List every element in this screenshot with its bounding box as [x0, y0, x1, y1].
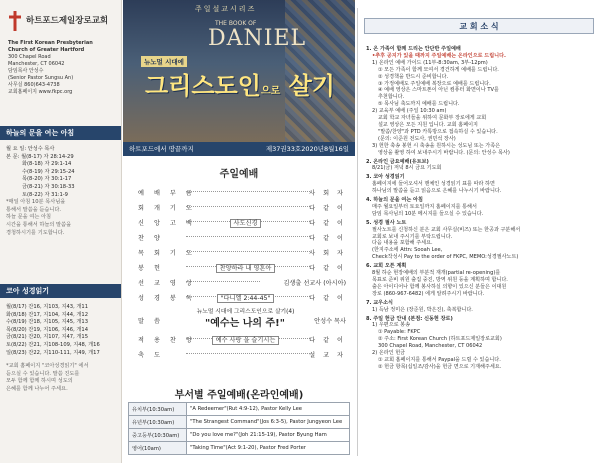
sermon-row: 뉴노멀 시대에 그리스도인으로 살기(4) 말 씀 "예수는 나의 주!" 안성수 목사	[138, 306, 346, 332]
church-news-heading: 교 회 소 식	[364, 18, 594, 34]
news-line: 다음 내용을 포함해 주세요.	[372, 240, 433, 247]
news-line: 영상을 촬영 하여 보내주시기 바랍니다. (문의: 안성수 목사)	[378, 149, 510, 156]
news-line: ② 헌금 항목(십일조/감사)을 헌금 면으로 기재해주세요.	[378, 363, 502, 370]
church-news-column	[364, 0, 600, 463]
news-line: (한지주소에 Attn: Sooah Lee,	[372, 247, 443, 254]
news-line: ② 성경책을 반드시 준비합니다.	[378, 73, 449, 80]
dept-worship-title: 부서별 주일예배(온라인예배)	[174, 390, 304, 401]
news-line: "말씀/찬양"과 PTD 카톡방으로 접속하실 수 있습니다.	[378, 128, 498, 135]
dept-worship-table	[128, 402, 350, 455]
news-heading: 5. 성경 필사 노트	[366, 219, 407, 226]
news-heading: 4. 하늘의 문을 여는 아침	[366, 197, 423, 204]
morning-verse-list: 월 요 일: 안성수 목사 본 문: 월(8-17) 자 28:14-29 화(8-18) 자 29:1-14 수(8-19) 자 29:15-24 목(8-20) 자 30:1-17 금(8-21) 자 30:18-33 토(8-22) 자 31:1-9 *매일 아침 10분 목사님을 통해서 말씀을 듣습니다. 하늘 문을 여는 아침 시간을 통해서 하늘의 말씀을 경청하시기를 기도합니다.	[6, 146, 75, 236]
news-line: 교회 학교 자녀들을 위하여 문화부 장로에게 교회	[378, 115, 487, 122]
bible-reading-list: 월(8/17) 잔16, 지103, 지43, 개11 화(8/18) 잔17, 지104, 지44, 개12 수(8/19) 잔18, 지105, 지45, 개13 목(8/20) 잔19, 지106, 지46, 개14 금(8/21) 잔20, 지107, 지47, 개15 토(8/22) 잔21, 지108-109, 지48, 개16 일(8/23) 잔22, 지110-111, 지49, 개17 *교회 홈페이지 "코아성경읽기" 에서 듣으실 수 있습니다. 말씀 진도를 모두 함께 함께 하시며 성도의 은혜를 함께 나누어 주세요.	[6, 304, 100, 392]
church-name-korean: 하트포드제일장로교회	[26, 16, 109, 26]
sermon-series-banner	[123, 0, 355, 142]
church-info: The First Korean Presbyterian Church of Greater Hartford 300 Chapel Road Manchester, CT 06042 담임목사 안성수 (Senior Pastor Sungsu An) 사무실 860)643-4738 교회홈페이지 www.fkpc.org	[8, 40, 93, 95]
news-line: ① Payable: FKPC	[378, 329, 421, 336]
bible-reading-heading: 코아 성경읽기	[0, 284, 121, 298]
news-line: 3) 헌한 축송 봉헌 시 축송을 원하시는 성도님 또는 가족은	[372, 142, 501, 149]
cross-icon	[6, 10, 24, 32]
news-line: 홈페이지에 들어오셔서 핸체인 성경읽기 표를 따라 하면	[372, 181, 495, 188]
news-heading: 3. 코아 성경읽기	[366, 174, 405, 181]
banner-title: 그리스도인으로 살기	[145, 72, 335, 100]
news-line: ④ 예배 영상은 스마트폰이 아닌 컴퓨터 화면이나 TV를	[378, 87, 499, 94]
news-line: 출은 아이디어나 함께 봉사하실 의향이 있으신 분들은 이대원	[372, 283, 507, 290]
table-row: 유년부(10:30am) "The Strangest Command"(Jos 6:3-5), Pastor Jungyeon Lee	[129, 416, 350, 429]
news-line: 담임 목사님의 10분 메시지를 들으실 수 있습니다.	[372, 210, 484, 217]
banner-motto: 하트포드에서 땅끝까지	[129, 145, 194, 153]
news-line: ① 모든 가족이 함께 모여서 경건하게 예배를 드립니다.	[378, 66, 499, 73]
news-heading: 6. 교회 오픈 계획	[366, 263, 407, 270]
banner-daniel: DANIEL	[208, 26, 307, 51]
news-line: 목표로 준비 위원 출집 중진, 방역 위원 등을 계획하며 합니다.	[372, 277, 508, 283]
news-line: 2) 교육부 예배 (주일 10:30 am)	[372, 108, 447, 115]
news-line: ① 교회 홈페이지를 통해서 Paypal을 드릴 수 있습니다.	[378, 356, 501, 363]
news-line: (문의: 이준원 전도사, 권민석 장사)	[378, 135, 456, 142]
news-line: 8월 하순 현장예배의 부분적 재개(partial re-opening)를	[372, 270, 501, 277]
banner-footer	[123, 142, 355, 156]
news-heading: 7. 교우소식	[366, 299, 393, 306]
news-line: 설교 영상은 모든 지원 입니다. 교회 홈페이지	[378, 121, 478, 128]
news-line: 하나님의 말씀을 듣고 읽음으로 은혜를 나누시기 바랍니다.	[372, 188, 502, 195]
news-heading: 8. 주일 헌금 안내 (본점: 신동현 장로)	[366, 315, 453, 322]
news-line: 추천합니다.	[378, 94, 405, 101]
news-line: 장로 (860-967-6482) 에게 알려주시기 바랍니다.	[372, 290, 485, 297]
news-line: 1) 온라인 예배 가이드 (11부-8:30am, 3부-12pm)	[372, 59, 488, 66]
table-row: 영어(10am) "Taking Time"(Act 9:1-20), Pastor Fred Porter	[129, 442, 350, 455]
news-line: 매주 월요일부터 토요일까지 홈페이지를 통해서	[372, 203, 477, 210]
news-line: ② 주소: First Korean Church (하트포드제일장로교회)	[378, 336, 502, 343]
news-line: 1) 우편으로 봉송	[372, 322, 410, 329]
news-line: 8/21(금) 저녁 8시 금요 기도회	[372, 165, 442, 172]
news-heading: 2. 온라인 금요예배(유트브)	[366, 158, 429, 165]
news-line: 2) 온라인 헌금	[372, 350, 406, 357]
church-news-list	[366, 44, 594, 371]
banner-series: 주일설교시리즈	[195, 5, 257, 13]
news-line: ⑤ 목사님 축도까지 예배를 드립니다.	[378, 101, 460, 108]
news-line: Check작성시 Pay to the order of FKPC, MEMO:성경필사노트)	[372, 254, 519, 261]
column-divider	[357, 8, 358, 456]
sermon-title: "예수는 나의 주!"	[205, 318, 285, 329]
banner-subtitle: 뉴노멀 시대에	[141, 56, 187, 67]
news-line: 1) 득남 정미은 (장준원, 박은진), 축복합니다.	[372, 306, 473, 313]
table-row: 중고등부(10:30am) "Do you love me?"(Joh 21:15-19), Pastor Byung Ham	[129, 429, 350, 442]
news-line: 필사노트를 신청하신 분은 교회 사무실(비즈) 또는 한공과 구분해서	[372, 226, 521, 233]
news-heading: 1. 온 가족이 함께 드리는 안단반 주일예배	[366, 46, 461, 52]
bulletin-issue: 제37권33호2020년8월16일	[265, 145, 349, 153]
news-line: 교회로 보내 주시기를 부탁드립니다.	[372, 233, 453, 240]
news-line: ③ 가정예배도 주일예배 복장으로 예배를 드립니다.	[378, 80, 491, 87]
banner-book-of: THE BOOK OF	[215, 20, 257, 27]
morning-verse-heading: 하늘의 문을 여는 아침	[0, 126, 121, 140]
sermon-series-line: 뉴노멀 시대에 그리스도인으로 살기(4)	[196, 309, 295, 315]
news-line: 300 Chapel Road, Manchester, CT 06042	[378, 343, 483, 350]
worship-order-title: 주일예배	[219, 169, 259, 180]
left-sidebar	[0, 0, 122, 463]
table-row: 유치부(10:30am) "A Redeemer"(Rut 4:9-12), Pastor Kelly Lee	[129, 403, 350, 416]
news-line: •추후 공지가 있을 때까지 주일예배는 온라인으로 드립니다.	[372, 52, 506, 59]
